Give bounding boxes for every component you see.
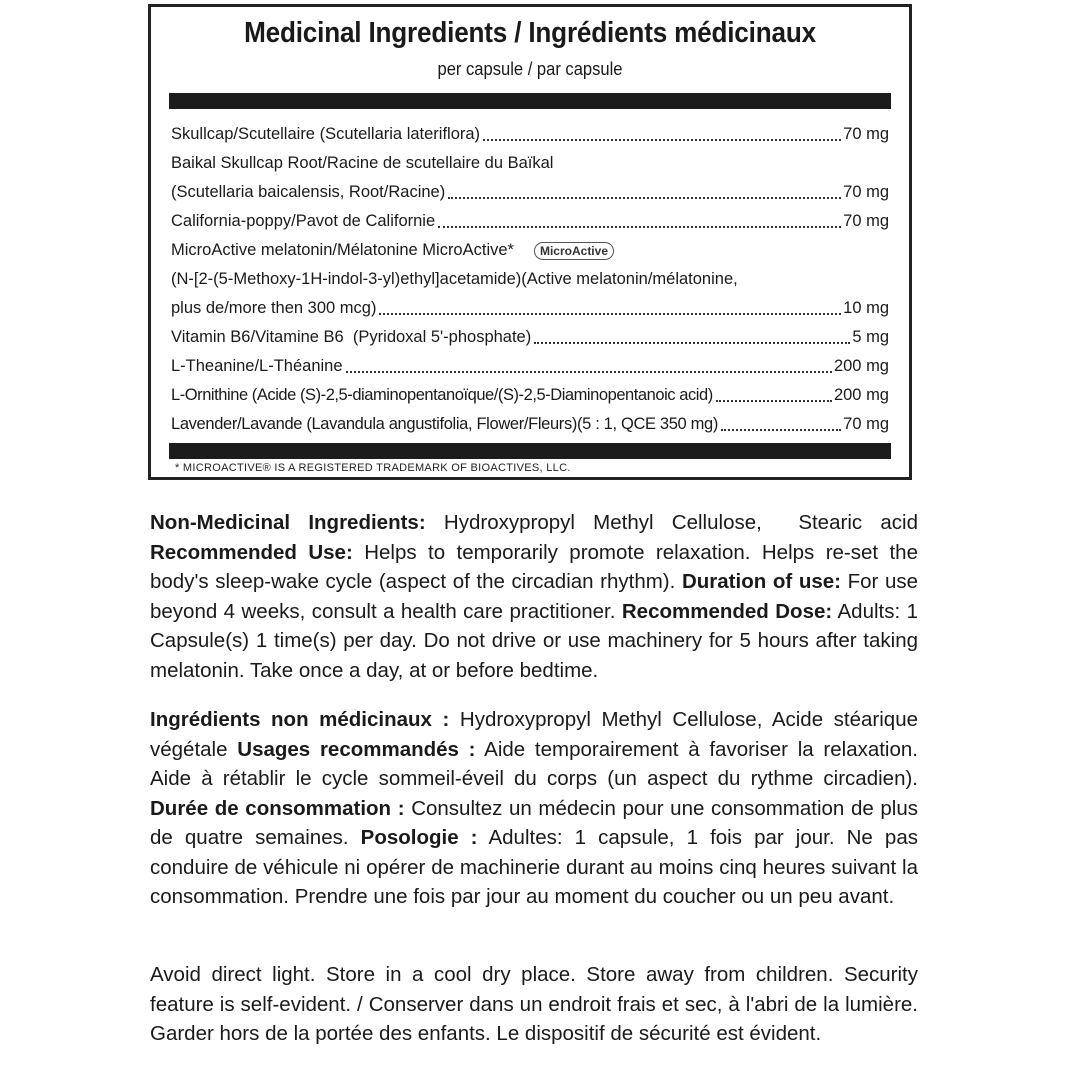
french-directions [150, 705, 918, 912]
top-divider-bar [169, 93, 891, 109]
ingredient-name: (Scutellaria baicalensis, Root/Racine) [171, 183, 446, 201]
leader-dots [438, 226, 841, 228]
recommended-use-label-fr: Usages recommandés : [237, 737, 476, 761]
ingredient-name: L-Ornithine (Acide (S)-2,5-diaminopentanoïque/(S)-2,5-Diaminopentanoic acid) [171, 386, 713, 404]
ingredient-row [171, 381, 889, 410]
ingredient-name: Baikal Skullcap Root/Racine de scutellaire du Baïkal [171, 154, 554, 172]
dose-text-fr: Adultes: 1 capsule, 1 fois par jour. Ne pas conduire de véhicule ni opérer de machinerie durant au moins cinq heures suivant la consommation. Prendre une fois par jour au moment du coucher ou un peu avant. [150, 826, 918, 908]
duration-text-fr: Consultez un médecin pour une consommation de plus de quatre semaines. [150, 796, 918, 849]
leader-dots [448, 197, 841, 199]
panel-subtitle: per capsule / par capsule [437, 59, 623, 79]
panel-title: Medicinal Ingredients / Ingrédients médicinaux [244, 17, 816, 49]
english-directions [150, 508, 918, 685]
bottom-divider-bar [169, 443, 891, 459]
non-medicinal-label: Non-Medicinal Ingredients: [150, 511, 426, 534]
ingredient-row [171, 207, 889, 236]
medicinal-ingredients-panel [148, 4, 912, 480]
ingredient-name: Skullcap/Scutellaire (Scutellaria lateriflora) [171, 125, 481, 143]
duration-text: For use beyond 4 weeks, consult a health care practitioner. [150, 570, 919, 623]
ingredient-name: Vitamin B6/Vitamine B6 (Pyridoxal 5'-phosphate) [171, 328, 532, 346]
ingredient-name: MicroActive melatonin/Mélatonine MicroActive* [171, 241, 514, 259]
ingredient-row [171, 352, 889, 381]
leader-dots [379, 313, 841, 315]
microactive-logo: MicroActive [534, 242, 614, 260]
ingredient-amount: 70 mg [843, 212, 889, 230]
ingredient-name: (N-[2-(5-Methoxy-1H-indol-3-yl)ethyl]acetamide)(Active melatonin/mélatonine, [171, 270, 738, 288]
ingredient-amount: 200 mg [833, 357, 889, 375]
recommended-dose-label: Recommended Dose: [621, 599, 833, 623]
recommended-use-text-fr: Aide temporairement à favoriser la relaxation. Aide à rétablir le cycle sommeil-éveil du corps (un aspect du rythme circadien). [150, 737, 918, 790]
ingredient-amount: 70 mg [843, 415, 889, 433]
non-medicinal-text: Hydroxypropyl Methyl Cellulose, Stearic acid [443, 511, 918, 534]
leader-dots [346, 371, 832, 373]
non-medicinal-text-fr: Hydroxypropyl Methyl Cellulose, Acide stéarique végétale [150, 708, 918, 761]
storage-warning: Avoid direct light. Store in a cool dry place. Store away from children. Security feature is self-evident. / Conserver dans un endroit frais et sec, à l'abri de la lumière. Garder hors de la portée des enfants. Le dispositif de sécurité est évident. [150, 963, 918, 1045]
ingredient-amount: 70 mg [843, 125, 889, 143]
recommended-dose-text: Adults: 1 Capsule(s) 1 time(s) per day. Do not drive or use machinery for 5 hours after taking melatonin. Take once a day, at or before bedtime. [150, 599, 918, 682]
ingredient-row [171, 120, 889, 149]
leader-dots [534, 342, 850, 344]
ingredient-row [171, 265, 889, 294]
dose-label-fr: Posologie : [360, 826, 478, 849]
ingredient-row [171, 178, 889, 207]
duration-label-fr: Durée de consommation : [150, 796, 405, 820]
non-medicinal-label-fr: Ingrédients non médicinaux : [150, 708, 450, 731]
ingredient-row [171, 410, 889, 439]
ingredient-amount: 200 mg [833, 386, 889, 404]
ingredient-amount: 70 mg [843, 183, 889, 201]
ingredient-row [171, 323, 889, 352]
recommended-use-text: Helps to temporarily promote relaxation. Helps re-set the body's sleep-wake cycle (aspect of the circadian rhythm). [150, 540, 918, 593]
ingredient-amount: 5 mg [852, 328, 889, 346]
duration-label: Duration of use: [681, 570, 841, 593]
ingredient-name: plus de/more then 300 mcg) [171, 299, 377, 317]
leader-dots [483, 139, 841, 141]
recommended-use-label: Recommended Use: [150, 540, 353, 564]
ingredient-name: California-poppy/Pavot de Californie [171, 212, 436, 230]
ingredient-list [171, 120, 889, 439]
leader-dots [721, 429, 841, 431]
leader-dots [716, 400, 832, 402]
trademark-footnote: * MICROACTIVE® IS A REGISTERED TRADEMARK OF BIOACTIVES, LLC. [175, 462, 571, 474]
ingredient-name: Lavender/Lavande (Lavandula angustifolia, Flower/Fleurs)(5 : 1, QCE 350 mg) [171, 415, 718, 433]
ingredient-row [171, 236, 889, 265]
ingredient-name: L-Theanine/L-Théanine [171, 357, 343, 375]
ingredient-row [171, 294, 889, 323]
ingredient-amount: 10 mg [843, 299, 889, 317]
ingredient-row [171, 149, 889, 178]
